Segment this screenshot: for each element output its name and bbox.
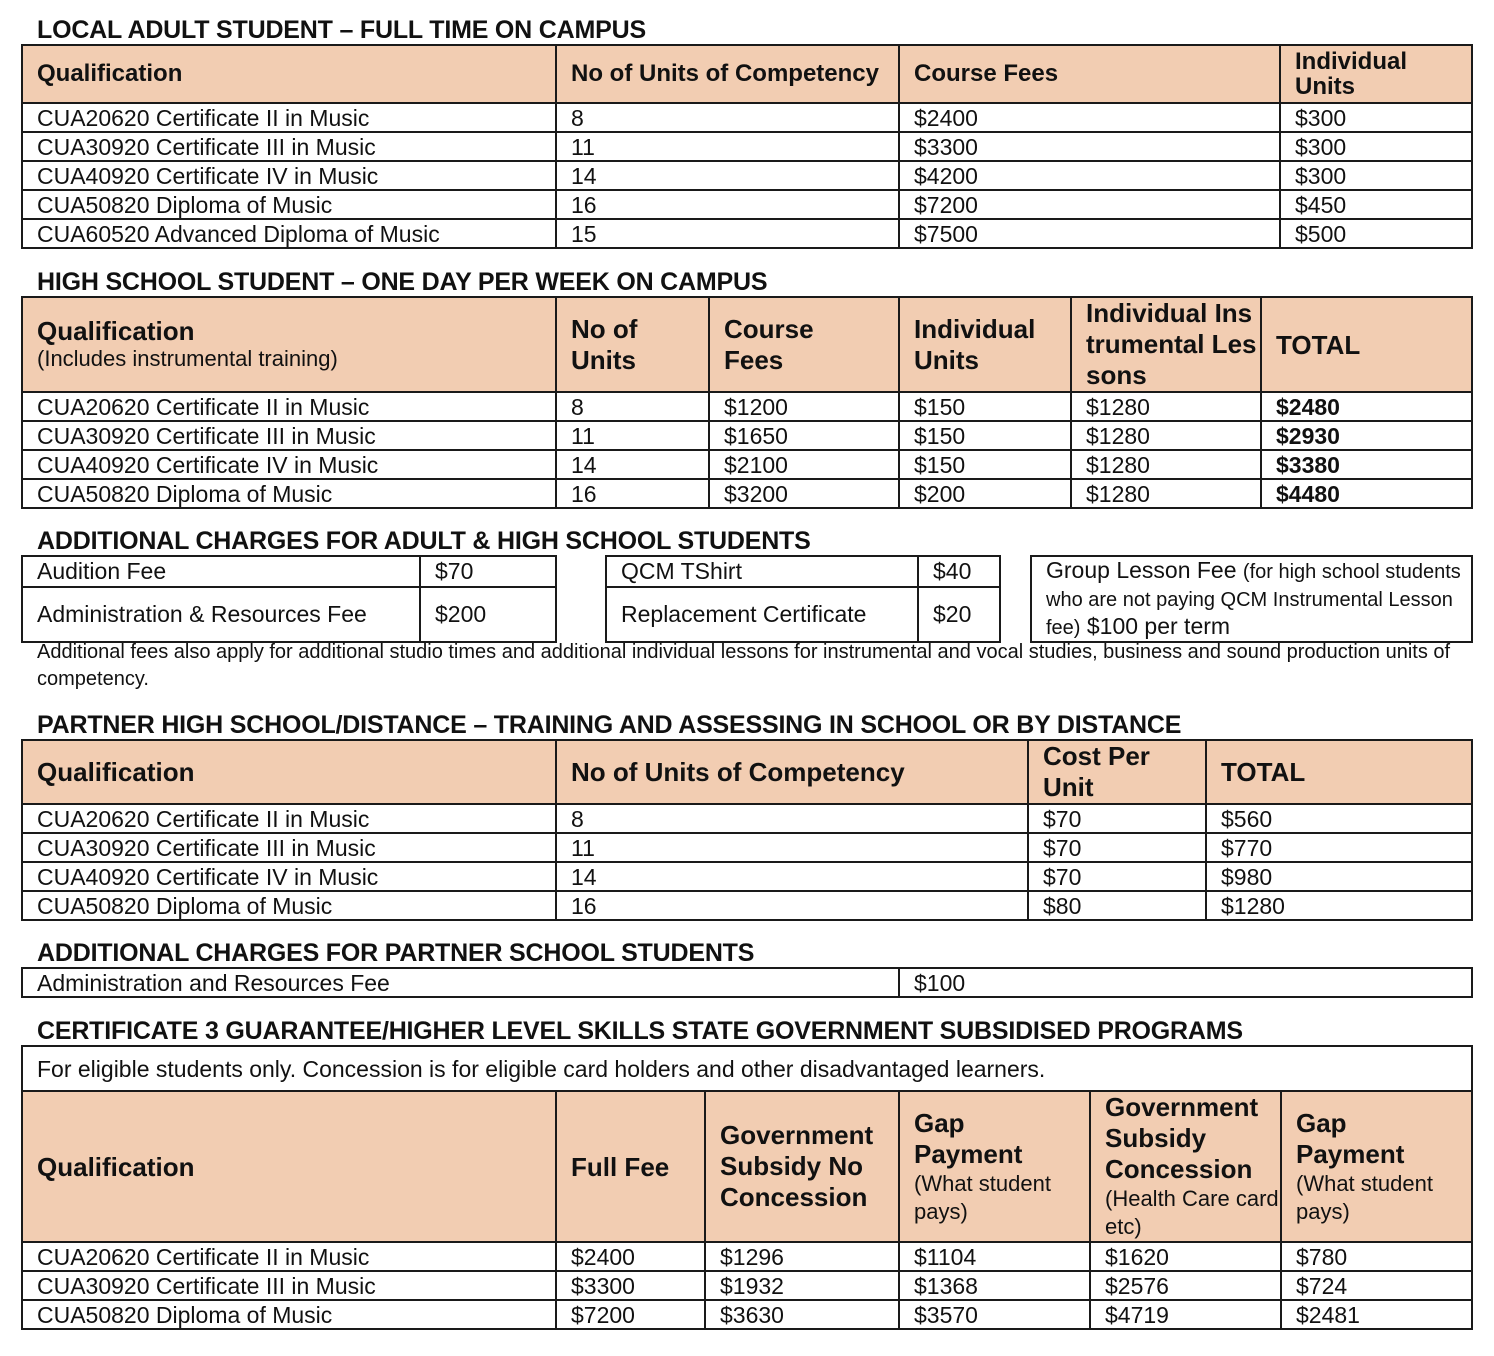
table-row [22, 161, 1472, 190]
tshirt-value: $40 [918, 556, 1000, 587]
col-instrumental-lessons: Individual Instrumental Lessons [1071, 297, 1261, 392]
cell: CUA40920 Certificate IV in Music [22, 161, 556, 190]
cell: 11 [556, 833, 1028, 862]
audition-fee-value: $70 [420, 556, 556, 587]
cell: CUA20620 Certificate II in Music [22, 804, 556, 833]
cell: $150 [899, 421, 1071, 450]
additional-adult-hs-table [21, 555, 1473, 643]
cell: $2400 [556, 1242, 705, 1271]
cell: $7200 [899, 190, 1280, 219]
cell: 14 [556, 862, 1028, 891]
cell: $450 [1280, 190, 1472, 219]
col-qualification: Qualification [22, 45, 556, 103]
gap-payment-label: Gap Payment [1296, 1107, 1405, 1169]
spacer [556, 556, 606, 642]
table-row [22, 1300, 1472, 1329]
cell: $300 [1280, 103, 1472, 132]
col-gap-payment [899, 1091, 1090, 1242]
table-row [22, 103, 1472, 132]
admin-fee-label: Administration & Resources Fee [22, 587, 420, 642]
cell: CUA30920 Certificate III in Music [22, 132, 556, 161]
table-row [22, 1242, 1472, 1271]
col-total: TOTAL [1261, 297, 1472, 392]
col-cost-per-unit: Cost Per Unit [1028, 740, 1206, 804]
col-full-fee: Full Fee [556, 1091, 705, 1242]
table-row [22, 804, 1472, 833]
table-row [22, 833, 1472, 862]
cell: $1620 [1090, 1242, 1281, 1271]
cell: $1280 [1071, 421, 1261, 450]
gap-payment-label: Gap Payment [914, 1107, 1023, 1169]
cell: $300 [1280, 161, 1472, 190]
cell: CUA40920 Certificate IV in Music [22, 450, 556, 479]
gap-payment-note: (What student pays) [1296, 1170, 1433, 1224]
cell: $300 [1280, 132, 1472, 161]
cell: 16 [556, 891, 1028, 920]
cell: $3300 [899, 132, 1280, 161]
col-gap-payment-concession [1281, 1091, 1472, 1242]
partner-admin-fee-label: Administration and Resources Fee [22, 968, 899, 997]
cell: CUA30920 Certificate III in Music [22, 421, 556, 450]
additional-adult-hs-title: ADDITIONAL CHARGES FOR ADULT & HIGH SCHOOL STUDENTS [37, 527, 811, 555]
cell: $724 [1281, 1271, 1472, 1300]
col-course-fees: Course Fees [709, 297, 899, 392]
cell: 15 [556, 219, 899, 248]
table-row [22, 190, 1472, 219]
col-qualification: Qualification [22, 740, 556, 804]
cell: $780 [1281, 1242, 1472, 1271]
table-row [22, 450, 1472, 479]
cell: $3200 [709, 479, 899, 508]
cell: 16 [556, 190, 899, 219]
gap-payment-note: (What student pays) [914, 1170, 1051, 1224]
group-lesson-cell [1031, 556, 1472, 642]
cell: $3300 [556, 1271, 705, 1300]
col-units: No of Units of Competency [556, 740, 1028, 804]
cell: CUA50820 Diploma of Music [22, 1300, 556, 1329]
col-individual-units: Individual Units [1280, 45, 1472, 103]
local-adult-title: LOCAL ADULT STUDENT – FULL TIME ON CAMPUS [37, 16, 646, 44]
group-lesson-note: (for high school students who are not paying QCM Instrumental Lesson fee) [1046, 561, 1461, 639]
cell: $4200 [899, 161, 1280, 190]
replacement-cert-value: $20 [918, 587, 1000, 642]
cell: 11 [556, 421, 709, 450]
cell: $1280 [1206, 891, 1472, 920]
cell: 8 [556, 103, 899, 132]
replacement-cert-label: Replacement Certificate [606, 587, 918, 642]
col-total: TOTAL [1206, 740, 1472, 804]
cell: CUA50820 Diploma of Music [22, 479, 556, 508]
subsidy-concession-note: (Health Care card etc) [1105, 1186, 1279, 1239]
additional-partner-title: ADDITIONAL CHARGES FOR PARTNER SCHOOL STUDENTS [37, 939, 755, 967]
col-subsidy-concession [1090, 1091, 1281, 1242]
cell: CUA20620 Certificate II in Music [22, 392, 556, 421]
col-subsidy-no-concession: Government Subsidy No Concession [705, 1091, 899, 1242]
cell: 14 [556, 450, 709, 479]
cell: $1280 [1071, 392, 1261, 421]
cell: $70 [1028, 862, 1206, 891]
cell: $980 [1206, 862, 1472, 891]
cell: $7200 [556, 1300, 705, 1329]
cell: 14 [556, 161, 899, 190]
cell: 8 [556, 392, 709, 421]
table-row [22, 421, 1472, 450]
cell: $7500 [899, 219, 1280, 248]
cell: $4719 [1090, 1300, 1281, 1329]
table-row [22, 1271, 1472, 1300]
local-adult-table [21, 44, 1473, 249]
cell: CUA50820 Diploma of Music [22, 891, 556, 920]
cell: CUA50820 Diploma of Music [22, 190, 556, 219]
col-units: No of Units [556, 297, 709, 392]
table-row [22, 891, 1472, 920]
cell: $1200 [709, 392, 899, 421]
cell: $1650 [709, 421, 899, 450]
cell: CUA30920 Certificate III in Music [22, 833, 556, 862]
audition-fee-label: Audition Fee [22, 556, 420, 587]
cell: $3630 [705, 1300, 899, 1329]
qualification-note: (Includes instrumental training) [37, 345, 338, 371]
subsidised-title: CERTIFICATE 3 GUARANTEE/HIGHER LEVEL SKILLS STATE GOVERNMENT SUBSIDISED PROGRAMS [37, 1017, 1243, 1045]
subsidised-intro: For eligible students only. Concession is for eligible card holders and other disadvantaged learners. [22, 1046, 1472, 1091]
cell: CUA60520 Advanced Diploma of Music [22, 219, 556, 248]
admin-fee-value: $200 [420, 587, 556, 642]
total-cell: $2930 [1261, 421, 1472, 450]
cell: CUA30920 Certificate III in Music [22, 1271, 556, 1300]
cell: $2481 [1281, 1300, 1472, 1329]
group-lesson-label: Group Lesson Fee [1046, 557, 1237, 583]
cell: $560 [1206, 804, 1472, 833]
high-school-table [21, 296, 1473, 509]
cell: $150 [899, 450, 1071, 479]
total-cell: $2480 [1261, 392, 1472, 421]
cell: CUA20620 Certificate II in Music [22, 1242, 556, 1271]
cell: $1932 [705, 1271, 899, 1300]
cell: $1296 [705, 1242, 899, 1271]
subsidy-concession-label: Government Subsidy Concession [1105, 1092, 1259, 1184]
table-row [22, 479, 1472, 508]
high-school-title: HIGH SCHOOL STUDENT – ONE DAY PER WEEK ON CAMPUS [37, 268, 768, 296]
cell: $1280 [1071, 479, 1261, 508]
cell: $80 [1028, 891, 1206, 920]
additional-fees-note: Additional fees also apply for additional studio times and additional individual lessons for instrumental and vocal studies, business and sound production units of competency. [37, 641, 1451, 690]
cell: $2576 [1090, 1271, 1281, 1300]
cell: $1280 [1071, 450, 1261, 479]
cell: $1368 [899, 1271, 1090, 1300]
qualification-label: Qualification [37, 315, 195, 346]
additional-partner-table [21, 967, 1473, 998]
table-row [22, 392, 1472, 421]
group-lesson-value: $100 per term [1086, 613, 1231, 639]
col-individual-units: Individual Units [899, 297, 1071, 392]
cell: $200 [899, 479, 1071, 508]
cell: CUA20620 Certificate II in Music [22, 103, 556, 132]
cell: CUA40920 Certificate IV in Music [22, 862, 556, 891]
cell: $3570 [899, 1300, 1090, 1329]
cell: $2100 [709, 450, 899, 479]
tshirt-label: QCM TShirt [606, 556, 918, 587]
cell: $1104 [899, 1242, 1090, 1271]
cell: 11 [556, 132, 899, 161]
subsidised-table [21, 1045, 1473, 1330]
cell: $770 [1206, 833, 1472, 862]
partner-title: PARTNER HIGH SCHOOL/DISTANCE – TRAINING AND ASSESSING IN SCHOOL OR BY DISTANCE [37, 711, 1182, 739]
col-units: No of Units of Competency [556, 45, 899, 103]
partner-table [21, 739, 1473, 921]
table-row [22, 132, 1472, 161]
cell: $150 [899, 392, 1071, 421]
cell: $2400 [899, 103, 1280, 132]
table-row [22, 219, 1472, 248]
total-cell: $4480 [1261, 479, 1472, 508]
cell: 8 [556, 804, 1028, 833]
total-cell: $3380 [1261, 450, 1472, 479]
cell: 16 [556, 479, 709, 508]
cell: $70 [1028, 833, 1206, 862]
spacer [1000, 556, 1031, 642]
col-qualification [22, 297, 556, 392]
table-row [22, 862, 1472, 891]
col-course-fees: Course Fees [899, 45, 1280, 103]
cell: $70 [1028, 804, 1206, 833]
col-qualification: Qualification [22, 1091, 556, 1242]
partner-admin-fee-value: $100 [899, 968, 1472, 997]
cell: $500 [1280, 219, 1472, 248]
